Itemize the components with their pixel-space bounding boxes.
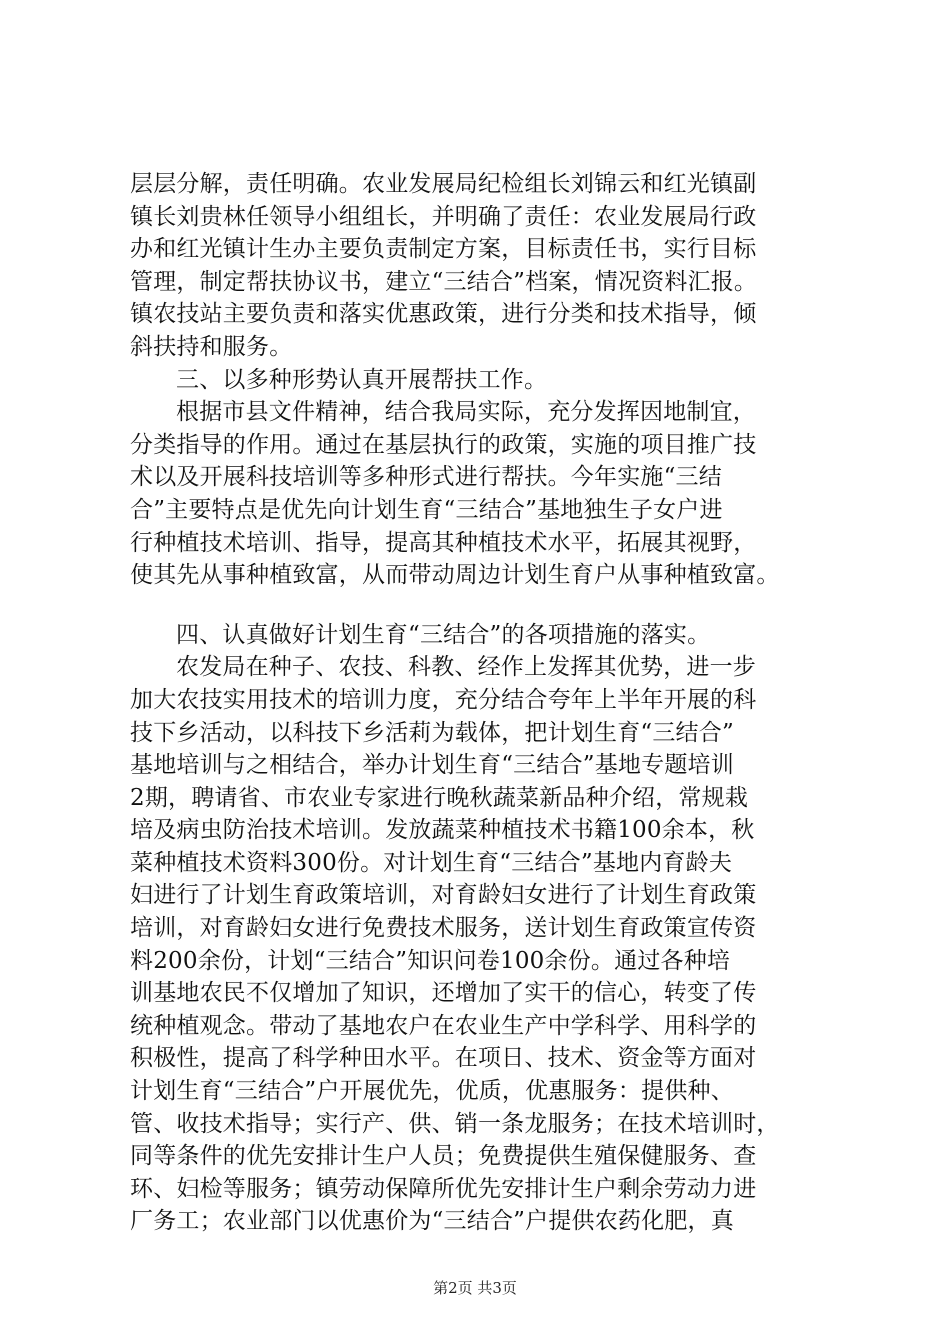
text-line: 使其先从事种植致富，从而带动周边计划生育户从事种植致富。 [130, 562, 780, 589]
text-line: 合”主要特点是优先向计划生育“三结合”基地独生子女户进 [130, 496, 723, 523]
text-line: 术以及开展科技培训等多种形式进行帮扶。今年实施“三结 [130, 464, 722, 491]
text-line: 同等条件的优先安排计生户人员；免费提供生殖保健服务、查 [130, 1143, 757, 1170]
text-line: 训基地农民不仅增加了知识，还增加了实干的信心，转变了传 [130, 980, 757, 1007]
text-line: 培训，对育龄妇女进行免费技术服务，送计划生育政策宣传资 [130, 915, 757, 942]
section-heading: 四、认真做好计划生育“三结合”的各项措施的落实。 [176, 621, 711, 648]
document-body [130, 168, 855, 1238]
text-line: 根据市县文件精神，结合我局实际，充分发挥因地制宜， [176, 399, 756, 426]
text-line: 统种植观念。带动了基地农户在农业生产中学科学、用科学的 [130, 1012, 757, 1039]
text-line: 镇长刘贵林任领导小组组长，并明确了责任：农业发展局行政 [130, 203, 757, 230]
text-line: 办和红光镇计生办主要负责制定方案，目标责任书，实行目标 [130, 236, 757, 263]
paragraph-gap [130, 592, 855, 619]
text-line: 2期，聘请省、市农业专家进行晚秋蔬菜新品种介绍，常规栽 [130, 784, 749, 811]
text-line: 基地培训与之相结合，举办计划生育“三结合”基地专题培训 [130, 752, 734, 779]
text-line: 管理，制定帮扶协议书，建立“三结合”档案，情况资料汇报。 [130, 268, 758, 295]
section-heading: 三、以多种形势认真开展帮扶工作。 [176, 366, 548, 393]
text-line: 农发局在种子、农技、科教、经作上发挥其优势，进一步 [176, 654, 756, 681]
text-line: 行种植技术培训、指导，提高其种植技术水平，拓展其视野， [130, 529, 757, 556]
text-line: 妇进行了计划生育政策培训，对育龄妇女进行了计划生育政策 [130, 882, 757, 909]
text-line: 计划生育“三结合”户开展优先，优质，优惠服务：提供种、 [130, 1078, 734, 1105]
text-line: 加大农技实用技术的培训力度，充分结合夸年上半年开展的科 [130, 686, 757, 713]
text-line: 积极性，提高了科学种田水平。在项日、技术、资金等方面对 [130, 1045, 757, 1072]
text-line: 分类指导的作用。通过在基层执行的政策，实施的项目推广技 [130, 431, 757, 458]
page-number-footer: 第2页 共3页 [433, 1279, 517, 1297]
text-line: 环、妇检等服务；镇劳动保障所优先安排计生户剩余劳动力进 [130, 1175, 757, 1202]
text-line: 管、收技术指导；实行产、供、销一条龙服务；在技术培训时， [130, 1110, 780, 1137]
text-line: 厂务工；农业部门以优惠价为“三结合”户提供农药化肥，真 [130, 1208, 734, 1235]
text-line: 技下乡活动，以科技下乡活莉为载体，把计划生育“三结合” [130, 719, 734, 746]
text-line: 镇农技站主要负责和落实优惠政策，进行分类和技术指导，倾 [130, 301, 757, 328]
text-line: 培及病虫防治技术培训。发放蔬菜种植技术书籍100余本，秋 [130, 817, 755, 844]
text-line: 菜种植技术资料300份。对计划生育“三结合”基地内育龄夫 [130, 849, 733, 876]
text-line: 料200余份，计划“三结合”知识问卷100余份。通过各种培 [130, 947, 731, 974]
text-line: 斜扶持和服务。 [130, 333, 293, 360]
text-line: 层层分解，责任明确。农业发展局纪检组长刘锦云和红光镇副 [130, 171, 757, 197]
